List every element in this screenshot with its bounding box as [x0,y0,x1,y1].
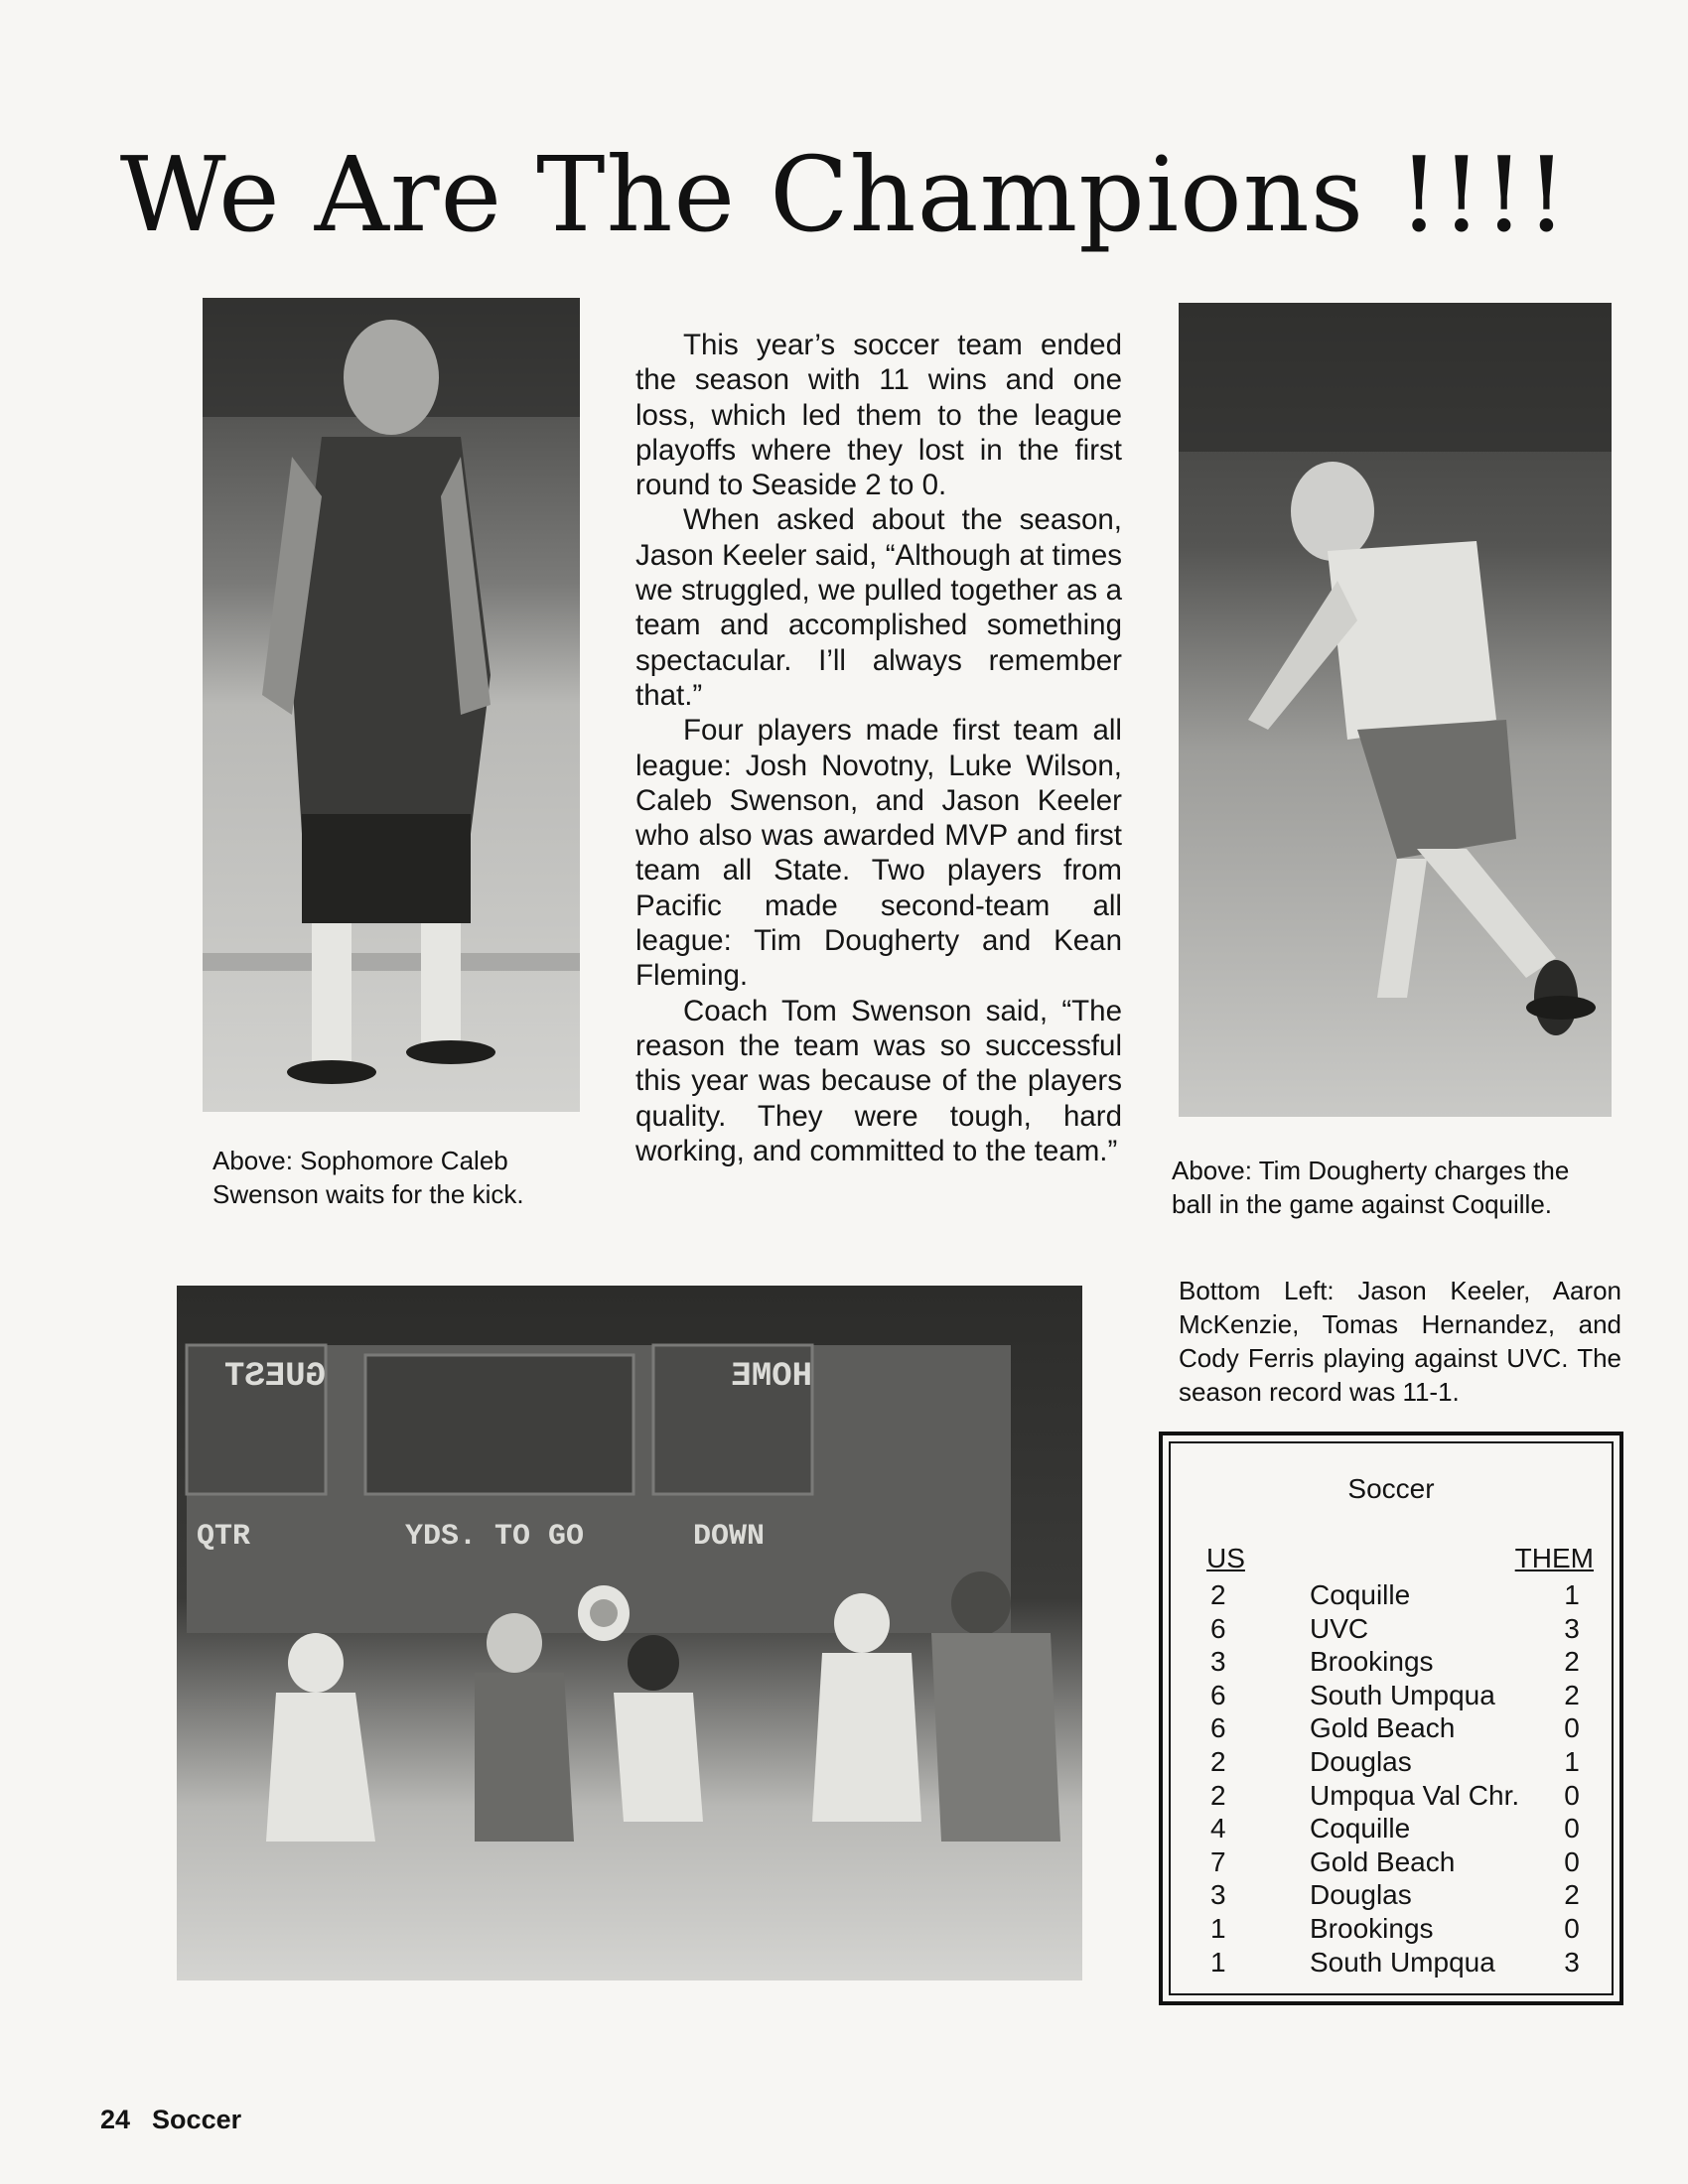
score-us: 3 [1210,1646,1226,1678]
score-opponent: South Umpqua [1310,1946,1495,1978]
caption-bottom-photo: Bottom Left: Jason Keeler, Aaron McKenzie, Tomas Hernandez, and Cody Ferris playing against UVC. The season record was 11-1. [1179,1276,1621,1407]
score-us: 3 [1210,1879,1226,1911]
score-row [1206,1578,1592,1612]
score-them: 0 [1564,1779,1580,1811]
score-opponent: Brookings [1310,1646,1434,1678]
score-opponent: Gold Beach [1310,1845,1456,1877]
scoreboard-guest-label: GUEST [223,1358,326,1396]
scorebox-rows [1206,1578,1592,1979]
score-row [1206,1845,1592,1879]
score-opponent: Douglas [1310,1745,1412,1777]
score-row [1206,1812,1592,1845]
season-scores-table [1159,1432,1623,2005]
score-them: 0 [1564,1813,1580,1844]
scoreboard-home-label: HOME [731,1358,812,1396]
score-row [1206,1612,1592,1646]
score-row [1206,1912,1592,1946]
score-us: 2 [1210,1579,1226,1610]
score-them: 2 [1564,1679,1580,1710]
score-row [1206,1779,1592,1813]
scoreboard-yds-label: YDS. TO GO [405,1520,585,1554]
score-us: 2 [1210,1779,1226,1811]
score-row [1206,1946,1592,1979]
article-paragraph: When asked about the season, Jason Keeler said, “Although at times we struggled, we pulled together as a team and accomplished something spectacular. I’ll always remember that.” [635,503,1122,712]
score-opponent: UVC [1310,1612,1369,1644]
score-them: 0 [1564,1912,1580,1944]
score-us: 1 [1210,1912,1226,1944]
article-paragraph: Coach Tom Swenson said, “The reason the team was so successful this year was because of the players quality. They were tough, hard working, and committed to the team.” [635,994,1122,1167]
caption-right-photo: Above: Tim Dougherty charges the ball in the game against Coquille. [1172,1156,1570,1219]
score-them: 3 [1564,1946,1580,1978]
score-us: 6 [1210,1679,1226,1710]
caption-left-photo: Above: Sophomore Caleb Swenson waits for the kick. [212,1146,524,1209]
score-them: 1 [1564,1579,1580,1610]
score-us: 2 [1210,1745,1226,1777]
score-us: 1 [1210,1946,1226,1978]
score-us: 7 [1210,1845,1226,1877]
page-footer [100,2105,263,2135]
score-them: 2 [1564,1879,1580,1911]
score-us: 6 [1210,1612,1226,1644]
score-row [1206,1645,1592,1679]
score-opponent: Umpqua Val Chr. [1310,1779,1520,1811]
scorebox-them-header: THEM [1514,1543,1594,1573]
score-opponent: Coquille [1310,1813,1411,1844]
score-them: 0 [1564,1712,1580,1744]
scorebox-inner-border [1169,1441,1614,1995]
score-us: 4 [1210,1813,1226,1844]
score-them: 2 [1564,1646,1580,1678]
score-row [1206,1711,1592,1745]
article-body [635,328,1122,1168]
score-opponent: Brookings [1310,1912,1434,1944]
score-us: 6 [1210,1712,1226,1744]
article-paragraph: This year’s soccer team ended the season with 11 wins and one loss, which led them to the league playoffs where they lost in the first round to Seaside 2 to 0. [635,329,1122,502]
score-them: 1 [1564,1745,1580,1777]
article-paragraph: Four players made first team all league: Josh Novotny, Luke Wilson, Caleb Swenson, and Jason Keeler who also was awarded MVP and first team all State. Two players from Pacific made second-team all league: Tim Dougherty and Kean Fleming. [635,714,1122,993]
score-opponent: Gold Beach [1310,1712,1456,1744]
score-row [1206,1745,1592,1779]
photo-goalkeeper [203,298,580,1112]
score-row [1206,1679,1592,1712]
score-opponent: South Umpqua [1310,1679,1495,1710]
scoreboard-qtr-label: QTR [197,1520,251,1554]
photo-game-action [177,1286,1082,1980]
page-title: We Are The Champions !!!! [119,134,1569,255]
page-number: 24 [100,2105,131,2134]
score-them: 0 [1564,1845,1580,1877]
photo-player-charging [1179,303,1612,1117]
scorebox-title: Soccer [1347,1473,1435,1504]
scoreboard-down-label: DOWN [693,1520,766,1554]
score-opponent: Douglas [1310,1879,1412,1911]
score-them: 3 [1564,1612,1580,1644]
score-opponent: Coquille [1310,1579,1411,1610]
score-row [1206,1878,1592,1912]
section-name: Soccer [152,2105,242,2134]
scorebox-us-header: US [1206,1543,1245,1573]
